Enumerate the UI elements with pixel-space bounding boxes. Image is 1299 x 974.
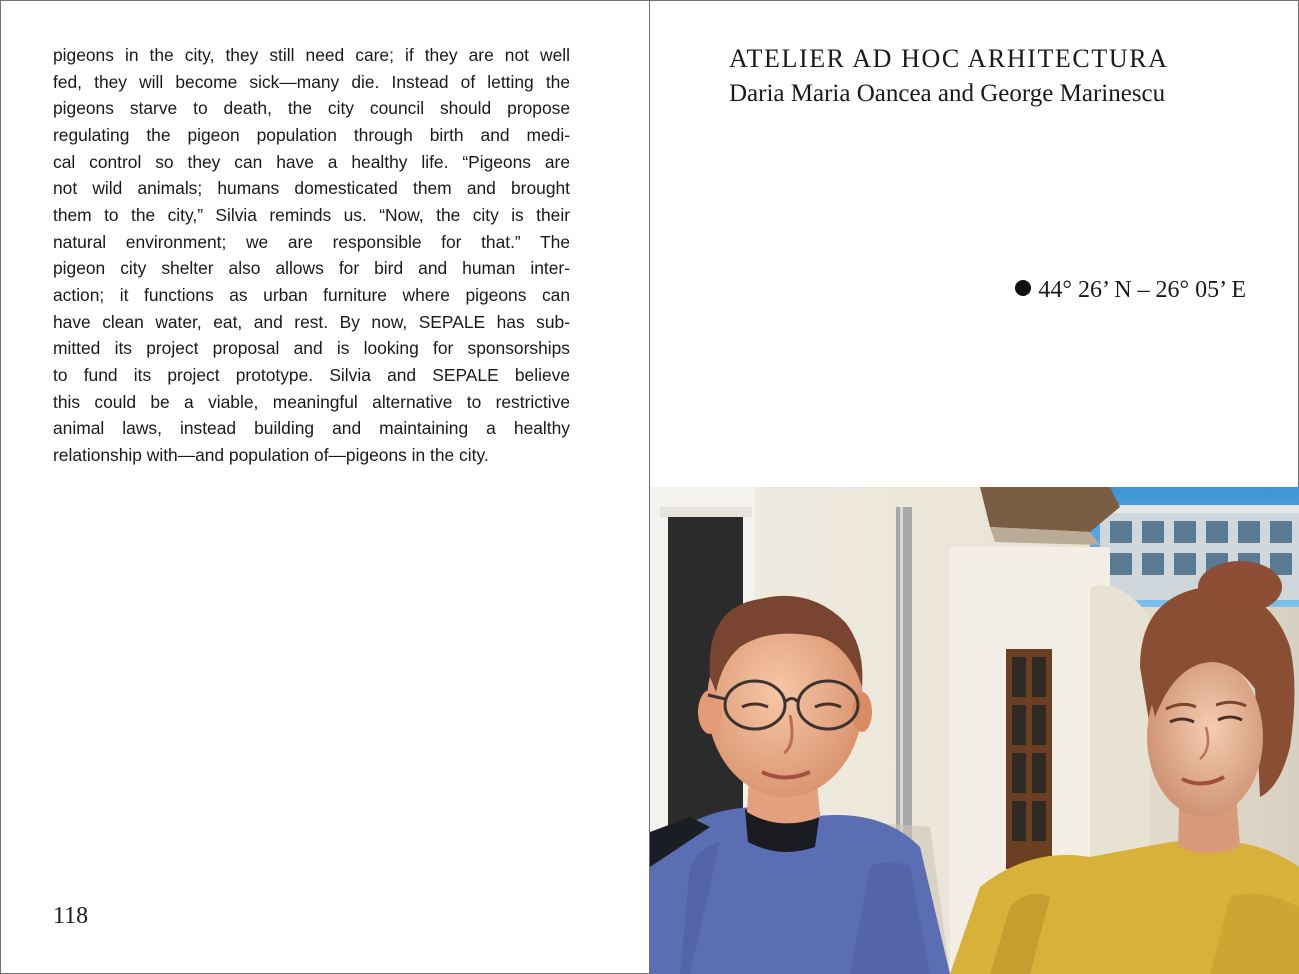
text-line: regulating the pigeon population through birth and medi- [53, 124, 570, 145]
body-text [53, 42, 570, 469]
coordinates-text: 44° 26’ N – 26° 05’ E [1038, 277, 1246, 303]
people-names: Daria Maria Oancea and George Marinescu [729, 80, 1166, 107]
text-line: animal laws, instead building and maintaining a healthy [53, 418, 570, 439]
left-page [0, 0, 649, 974]
text-line: have clean water, eat, and rest. By now, SEPALE has sub- [53, 311, 570, 332]
text-line: them to the city,” Silvia reminds us. “Now, the city is their [53, 204, 570, 225]
page-number: 118 [53, 903, 89, 929]
text-line: pigeons in the city, they still need care; if they are not well [53, 45, 570, 65]
text-line: pigeons starve to death, the city council should propose [53, 98, 570, 119]
text-line: cal control so they can have a healthy life. “Pigeons are [53, 151, 570, 172]
bullet-dot-icon [1015, 280, 1031, 296]
text-line: action; it functions as urban furniture where pigeons can [53, 284, 570, 305]
coordinates [1015, 277, 1246, 304]
text-line: relationship with—and population of—pigeons in the city. [53, 444, 489, 465]
text-line: natural environment; we are responsible for that.” The [53, 231, 570, 252]
text-line: mitted its project proposal and is looking for sponsorships [53, 338, 570, 359]
text-line: pigeon city shelter also allows for bird and human inter- [53, 258, 570, 279]
text-line: not wild animals; humans domesticated them and brought [53, 178, 570, 199]
portrait-photo [650, 487, 1299, 974]
text-line: fed, they will become sick—many die. Instead of letting the [53, 71, 570, 92]
studio-name: ATELIER AD HOC ARHITECTURA [729, 44, 1169, 73]
portrait-illustration [650, 487, 1299, 974]
text-line: this could be a viable, meaningful alternative to restrictive [53, 391, 570, 412]
right-page [650, 0, 1299, 974]
text-line: to fund its project prototype. Silvia and SEPALE believe [53, 364, 570, 385]
